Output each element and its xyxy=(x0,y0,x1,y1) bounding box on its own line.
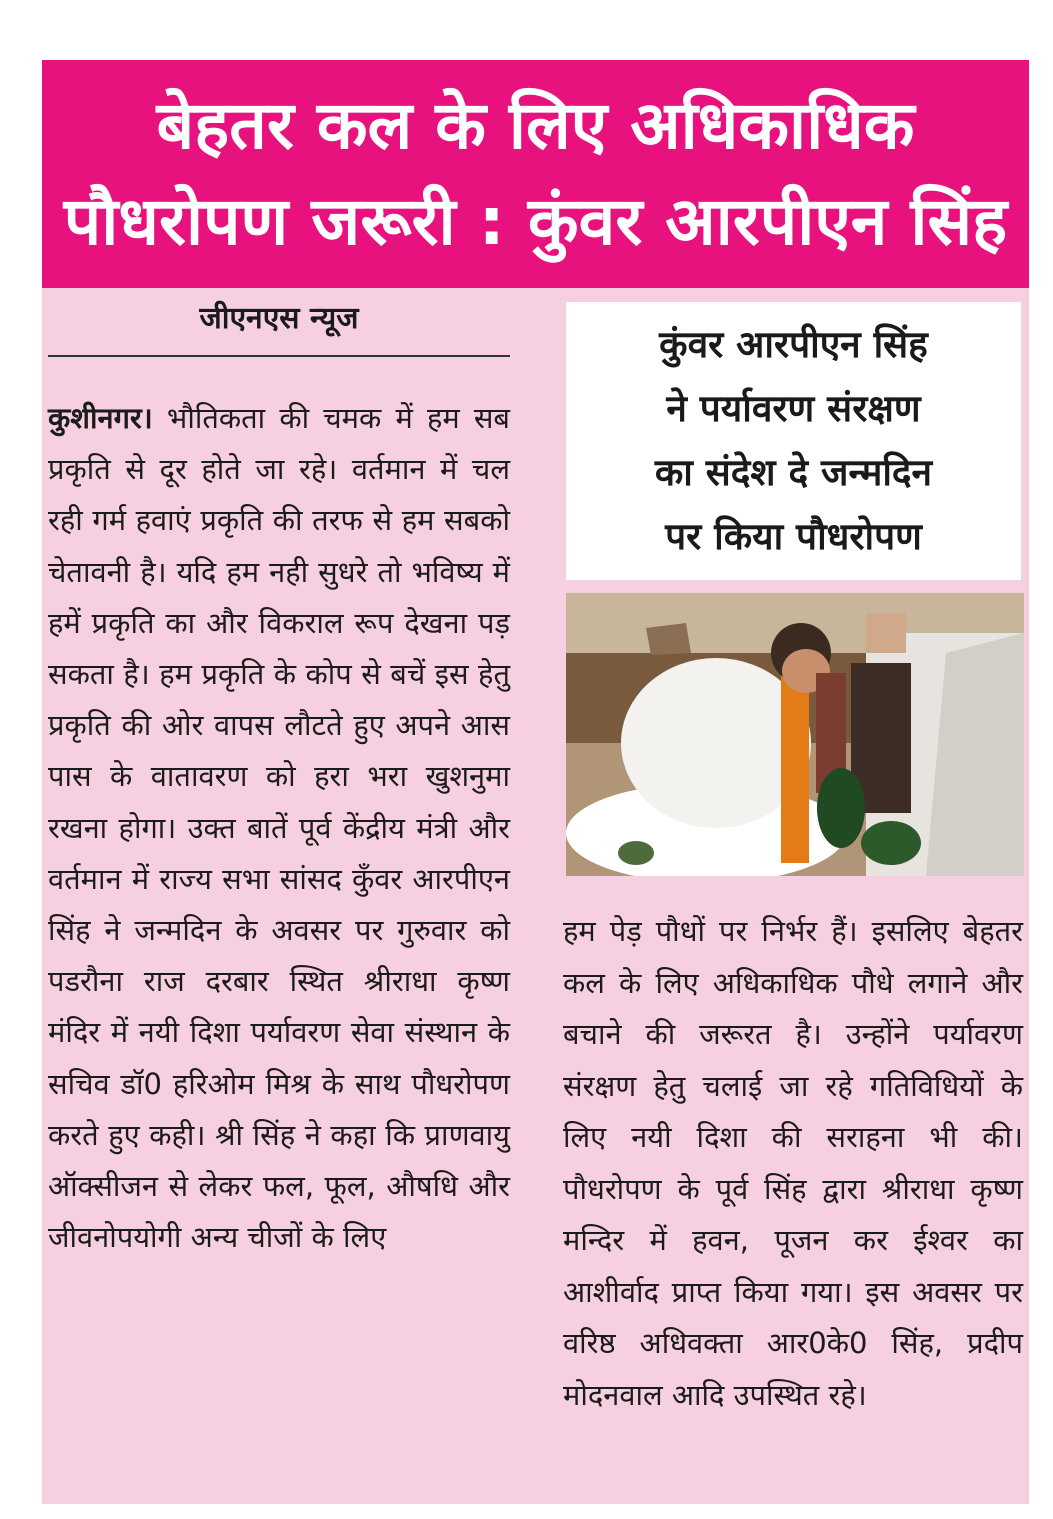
headline-line-2: पौधरोपण जरूरी : कुंवर आरपीएन सिंह xyxy=(63,183,1008,260)
article-body-left: भौतिकता की चमक में हम सब प्रकृति से दूर होते जा रहे। वर्तमान में चल रही गर्म हवाएं प्रकृति की तरफ से हम सबको चेतावनी है। यदि हम नही सुधरे तो भविष्य में हमें प्रकृति का और विकराल रूप देखना पड़ सकता है। हम प्रकृति के कोप से बचें इस हेतु प्रकृति की ओर वापस लौटते हुए अपने आस पास के वातावरण को हरा भरा खुशनुमा रखना होगा। उक्त बातें पूर्व केंद्रीय मंत्री और वर्तमान में राज्य सभा सांसद कुँवर आरपीएन सिंह ने जन्मदिन के अवसर पर गुरुवार को पडरौना राज दरबार स्थित श्रीराधा कृष्ण मंदिर में नयी दिशा पर्यावरण सेवा संस्थान के सचिव डॉ0 हरिओम मिश्र के साथ पौधरोपण करते हुए कही। श्री सिंह ने कहा कि प्राणवायु ऑक्सीजन से लेकर फल, फूल, औषधि और जीवनोपयोगी अन्य चीजों के लिए xyxy=(48,401,510,1255)
byline-divider xyxy=(48,355,510,357)
byline: जीएनएस न्यूज xyxy=(199,301,359,336)
headline-banner xyxy=(42,60,1029,288)
article-column-right: हम पेड़ पौधों पर निर्भर हैं। इसलिए बेहतर कल के लिए अधिकाधिक पौधे लगाने और बचाने की जरूरत है। उन्होंने पर्यावरण संरक्षण हेतु चलाई जा रहे गतिविधियों के लिए नयी दिशा की सराहना भी की। पौधरोपण के पूर्व सिंह द्वारा श्रीराधा कृष्ण मन्दिर में हवन, पूजन कर ईश्वर का आशीर्वाद प्राप्त किया गया। इस अवसर पर वरिष्ठ अधिवक्ता आर0के0 सिंह, प्रदीप मोदनवाल आदि उपस्थित रहे। xyxy=(563,914,1023,1412)
news-photo xyxy=(566,593,1024,876)
subheadline-line-2: ने पर्यावरण संरक्षण xyxy=(666,387,921,430)
dateline: कुशीनगर। xyxy=(48,401,153,435)
subheadline-line-3: का संदेश दे जन्मदिन xyxy=(654,451,933,494)
subheadline-line-4: पर किया पौधरोपण xyxy=(665,515,922,558)
plantation-photo-illustration xyxy=(566,593,1024,876)
subheadline-box xyxy=(566,302,1021,580)
headline-line-1: बेहतर कल के लिए अधिकाधिक xyxy=(156,87,915,164)
article-column-left xyxy=(48,393,510,1263)
subheadline-line-1: कुंवर आरपीएन सिंह xyxy=(659,323,928,366)
